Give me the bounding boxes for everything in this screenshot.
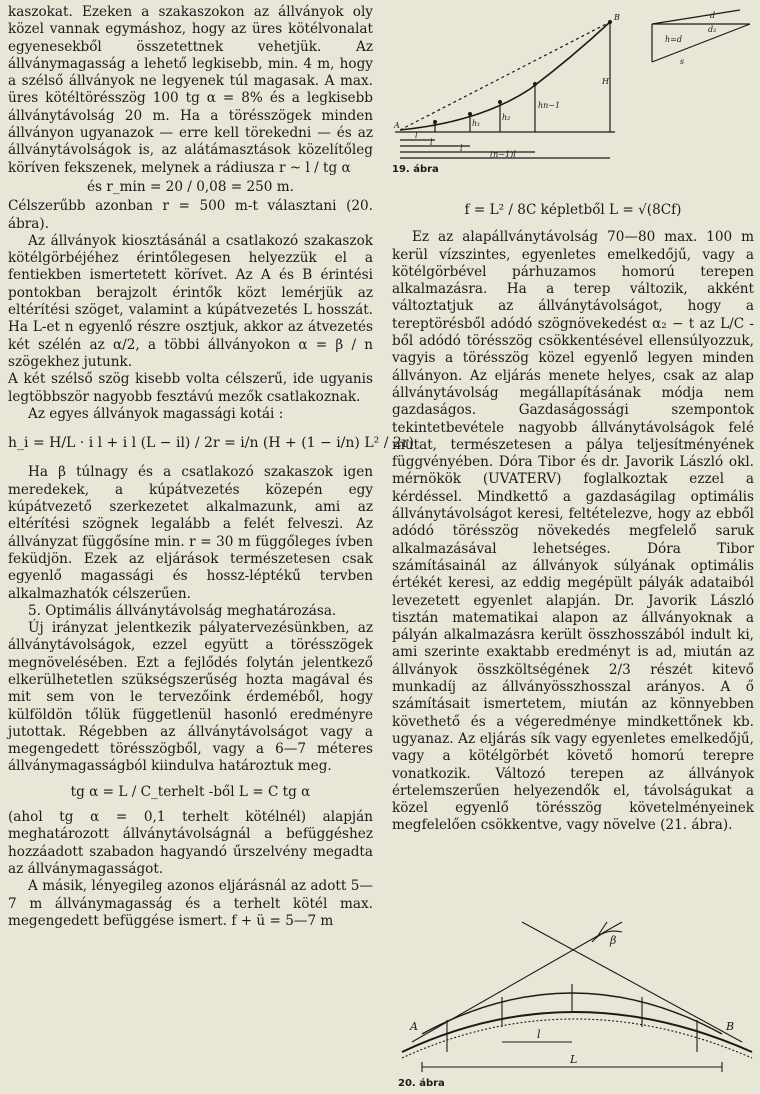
fig20-label-l: l <box>537 1028 541 1041</box>
fig19-label-B: B <box>614 13 620 22</box>
fig19-label-s: s <box>680 57 685 66</box>
fig19-label-d2: d₂ <box>708 25 717 34</box>
fig19-label-ln1: (n−1)l <box>490 150 516 159</box>
left-paragraph-9: (ahol tg α = 0,1 terhelt kötélnél) alapján meghatározott állványtávolságnál a befüggéshez hozzáadott szabadon hagyandó űrszelvény megadta az állványmagasságot. <box>8 809 373 877</box>
right-paragraph-1: Ez az alapállványtávolság 70—80 max. 100 m kerül vízszintes, egyenletes emelkedőjű, vagy a kötélgörbével párhuzamos homorú terepen alkalmazásra. Ha a terep változik, akként változtatjuk az állványtávolságot, hogy a tereptörésből adódó szögnövekedést α₂ − t az L/C -ből adódó törésszög csökkentésével ellensúlyozzuk, vagyis a törésszög közel egyenlő legyen minden állványon. Az eljárás menete helyes, csak az alap állványtávolság megállapításának módja nem gazdaságos. Gazdaságossági szempontok tekintetbevétele nagyobb állványtávolságok felé mutat, természetesen a pálya teljesítményének függvényében. Dóra Tibor és dr. Javorik László okl. mérnökök (UVATERV) foglalkoztak ezzel a kérdéssel. Mindkettő a gazdaságilag optimális állványtávolságot keresi, feltételezve, hogy az ebből adódó törésszög növekedés megfelelő saruk alkalmazásával lehetséges. Dóra Tibor számításainál az állványok súlyának optimális értékét keresi, az eddig megépült pályák adataiból levezetett egyenlet alapján. Dr. Javorik László tisztán matematikai alapon az állványoknak a pályán alkalmazásra került összhosszából indult ki, ami szerinte exaktabb eredményt is ad, miután az állványok összköltségének 2/3 részét kitevő munkadíj az állványösszhosszal arányos. A ő számításait ismertetem, miután az könnyebben követhető és a végeredménye mindkettőnek kb. ugyanaz. Az eljárás sík vagy egyenletes emelkedőjű, vagy a kötélgörbét követő homorú terepre vonatkozik. Változó terepen az állványok értelemszerűen helyezendők el, távolságukat a közel egyenlő törésszög követelményeinek megfelelően csökkentve, vagy növelve (21. ábra). <box>392 229 754 834</box>
fig19-label-l2: l <box>430 138 433 147</box>
figure-20 <box>392 902 756 1092</box>
fig20-label-B: B <box>726 1020 735 1033</box>
left-column <box>8 4 414 930</box>
left-paragraph-5: Az egyes állványok magassági kotái : <box>28 405 284 422</box>
section-heading: 5. Optimális állványtávolság meghatározása. <box>28 602 337 619</box>
figure-19-diagram <box>390 4 756 164</box>
fig20-label-A: A <box>410 1020 418 1033</box>
figure-19 <box>390 4 756 176</box>
left-paragraph-4: A két szélső szög kisebb volta célszerű, ide ugyanis legtöbbször nagyobb fesztávú mezők csatlakoznak. <box>8 371 373 405</box>
fig19-label-d1: d <box>710 11 716 20</box>
left-paragraph-3: Az állványok kiosztásánál a csatlakozó szakaszok kötélgörbéjéhez érintőlegesen helyezzük el a fentiekben ismertetett körívet. Az A és B érintési pontokban berajzolt érintők közt lemérjük az eltérítési szöget, valamint a kúpátvezetés L hosszát. Ha L-et n egyenlő részre osztjuk, akkor az átvezetés két szélén az α/2, a többi állványokon α = β / n szögekhez jutunk. <box>8 232 373 370</box>
fig19-label-l1: l <box>415 131 418 140</box>
fig19-label-hn: h=d <box>665 35 682 44</box>
left-paragraph-6: Ha β túlnagy és a csatlakozó szakaszok igen meredekek, a kúpátvezetés közepén egy kúpátvezető szerkezetet alkalmazunk, ami az eltérítési szögnek legalább a felét felveszi. Az állványzat függősíne min. r = 30 m függőleges ívben feküdjön. Ezek az eljárások természetesen csak egyenlő magassági és hossz-léptékű tervben alkalmazhatók célszerűen. <box>8 464 373 602</box>
formula-r-min: és r_min = 20 / 0,08 = 250 m. <box>87 178 294 195</box>
formula-L-sqrt: f = L² / 8C képletből L = √(8Cf) <box>464 202 682 218</box>
fig19-label-hn1: hn−1 <box>538 101 561 110</box>
figure-20-diagram <box>392 902 756 1078</box>
fig19-label-h1: h₁ <box>472 119 481 128</box>
left-paragraph-2: Célszerűbb azonban r = 500 m-t választani (20. ábra). <box>8 198 373 232</box>
fig19-label-h2: h₂ <box>502 113 511 122</box>
fig20-label-L: L <box>570 1053 578 1066</box>
left-paragraph-10: A másik, lényegileg azonos eljárásnál az adott 5—7 m állványmagasság és a terhelt kötél max. megengedett befüggése ismert. f + ü = 5—7 m <box>8 878 373 929</box>
fig19-label-l3: l <box>460 144 463 153</box>
left-paragraph-1: kaszokat. Ezeken a szakaszokon az állványok oly közel vannak egymáshoz, hogy az üres kötélvonalat egyenesekből összetettnek vehetjük. Az állványmagasság a lehető legkisebb, min. 4 m, hogy a szélső állványok ne legyenek túl magasak. A max. üres kötéltörésszög 100 tg α = 8% és a legkisebb állványtávolság 20 m. Ha a törésszögek minden állványon ugyanazok — erre kell törekedni — és az állványtávolságok is, az alátámasztások közelítőleg köríven fekszenek, melynek a rádiusza r ~ l / tg α <box>8 4 373 176</box>
fig19-label-H: H <box>602 77 609 86</box>
fig20-label-beta: β <box>610 934 617 947</box>
figure-20-caption: 20. ábra <box>398 1078 445 1089</box>
left-paragraph-8: Új irányzat jelentkezik pályatervezésünkben, az állványtávolságok, ezzel együtt a törésszögek megnövelésében. Ezt a fejlődés folytán jelentkező elkerülhetetlen szükségszerűség hozta magával és mit sem von le tervezőink érdeméből, hogy külföldön tőlük függetlenül hasonló eredményre jutottak. Régebben az állványtávolságot vagy a megengedett törésszögből, vagy a 6—7 méteres állványmagasságból kiindulva határoztuk meg. <box>8 620 373 775</box>
formula-heights: h_i = H/L · i l + i l (L − il) / 2r = i/n (H + (1 − i/n) L² / 2r) <box>8 435 414 452</box>
fig19-label-A: A <box>394 121 400 130</box>
figure-19-caption: 19. ábra <box>392 164 439 175</box>
right-column <box>392 200 754 835</box>
formula-tg-alpha: tg α = L / C_terhelt -ből L = C tg α <box>70 783 311 800</box>
